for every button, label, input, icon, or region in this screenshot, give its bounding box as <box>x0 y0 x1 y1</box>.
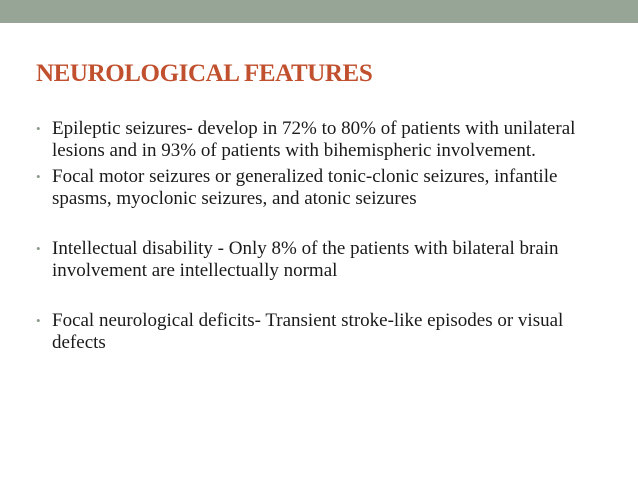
bullet-dot-icon: • <box>36 313 41 328</box>
bullet-text: Epileptic seizures- develop in 72% to 80% of patients with unilateral lesions and in 93% of patients with bihemispheric involvement. <box>52 118 576 161</box>
bullet-text: Intellectual disability - Only 8% of the patients with bilateral brain involvement are intellectually normal <box>52 238 559 281</box>
bullet-item <box>36 310 616 354</box>
bullet-item <box>36 238 616 282</box>
top-decorative-bar <box>0 0 638 23</box>
bullet-item <box>36 118 616 162</box>
bullet-item <box>36 166 616 210</box>
bullet-dot-icon: • <box>36 169 41 184</box>
bullet-text: Focal neurological deficits- Transient stroke-like episodes or visual defects <box>52 310 564 353</box>
bullet-dot-icon: • <box>36 241 41 256</box>
slide-title: NEUROLOGICAL FEATURES <box>36 60 373 87</box>
bullet-text: Focal motor seizures or generalized tonic-clonic seizures, infantile spasms, myoclonic seizures, and atonic seizures <box>52 166 558 209</box>
bullet-dot-icon: • <box>36 121 41 136</box>
bullet-list <box>36 118 616 354</box>
